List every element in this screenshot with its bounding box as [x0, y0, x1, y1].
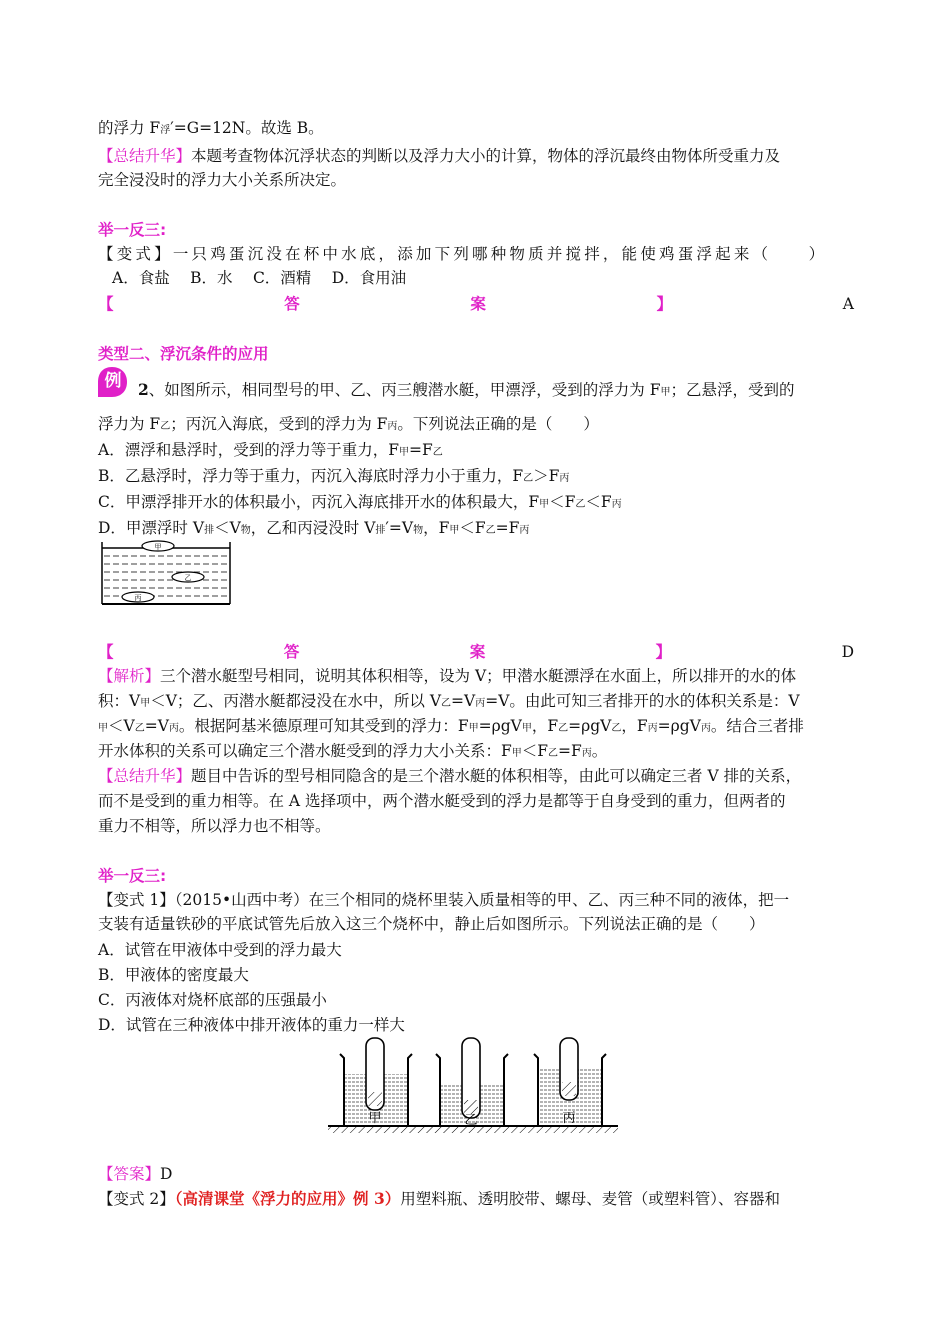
variant-options: A．食盐 B．水 C．酒精 D．食用油 — [112, 269, 407, 287]
summary-line: 重力不相等，所以浮力也不相等。 — [98, 817, 331, 835]
practice-heading: 举一反三: — [98, 867, 167, 885]
example-question: 浮力为 F乙；丙沉入海底，受到的浮力为 F丙。下列说法正确的是（ ） — [98, 415, 599, 433]
analysis-line: 开水体积的关系可以确定三个潜水艇受到的浮力大小关系：F甲＜F乙=F丙。 — [98, 742, 608, 760]
beaker-label-yi: 乙 — [464, 1113, 478, 1128]
variant1-question: 支装有适量铁砂的平底试管先后放入这三个烧杯中，静止后如图所示。下列说法正确的是（ ） — [98, 915, 765, 933]
summary-tag: 【总结升华】 — [98, 147, 192, 165]
summary-line: 【总结升华】题目中告诉的型号相同隐含的是三个潜水艇的体积相等，由此可以确定三者 V 排的关系， — [98, 767, 802, 785]
option-c: C．甲漂浮排开水的体积最小，丙沉入海底排开水的体积最大，F甲＜F乙＜F丙 — [98, 493, 622, 511]
answer-line: 【 答 案 】 A — [98, 292, 854, 316]
answer-value: D — [160, 1165, 173, 1183]
beaker-yi — [436, 1038, 508, 1128]
sub-label-jia: 甲 — [154, 543, 162, 551]
beaker-jia — [340, 1038, 412, 1126]
option-d: D．试管在三种液体中排开液体的重力一样大 — [98, 1016, 405, 1034]
submarine-figure — [100, 538, 232, 606]
option-b: B．乙悬浮时，浮力等于重力，丙沉入海底时浮力小于重力，F乙＞F丙 — [98, 467, 570, 485]
analysis-line: 积：V甲＜V；乙、丙潜水艇都浸没在水中，所以 V乙=V丙=V。由此可知三者排开的水的体积关系是：V — [98, 692, 800, 710]
answer-value: D — [841, 643, 854, 661]
option-a: A．漂浮和悬浮时，受到的浮力等于重力，F甲=F乙 — [98, 441, 443, 459]
sub-label-bing: 丙 — [134, 594, 142, 602]
variant1-question: 【变式 1】（2015•山西中考）在三个相同的烧杯里装入质量相等的甲、乙、丙三种不同的液体，把一 — [98, 891, 790, 909]
beaker-label-bing: 丙 — [562, 1111, 576, 1126]
analysis-line: 甲＜V乙=V丙。根据阿基米德原理可知其受到的浮力：F甲=ρgV甲，F乙=ρgV乙，F丙=ρgV丙。结合三者排 — [98, 717, 804, 735]
option-a: A．试管在甲液体中受到的浮力最大 — [98, 941, 342, 959]
beakers-figure — [328, 1036, 618, 1136]
option-d: D．甲漂浮时 V排＜V物，乙和丙浸没时 V排′=V物，F甲＜F乙=F丙 — [98, 519, 530, 537]
summary-line: 【总结升华】本题考查物体沉浮状态的判断以及浮力大小的计算，物体的浮沉最终由物体所受重力及 — [98, 147, 781, 165]
option-b: B．甲液体的密度最大 — [98, 966, 249, 984]
variant-question: 【变式】一只鸡蛋沉没在杯中水底，添加下列哪种物质并搅拌，能使鸡蛋浮起来（ ） — [98, 245, 828, 263]
beaker-bing — [534, 1038, 606, 1126]
beaker-label-jia: 甲 — [368, 1111, 382, 1126]
variant2-question: 【变式 2】（高清课堂《浮力的应用》例 3）用塑料瓶、透明胶带、螺母、麦管（或塑料管）、容器和 — [98, 1189, 780, 1208]
summary-line: 而不是受到的重力相等。在 A 选择项中，两个潜水艇受到的浮力是都等于自身受到的重力，但两者的 — [98, 792, 786, 810]
practice-heading: 举一反三: — [98, 221, 167, 239]
example-badge-text: 例 — [104, 371, 122, 391]
variant2-reference: （高清课堂《浮力的应用》例 3） — [174, 1189, 401, 1208]
text-line: 的浮力 F浮′=G=12N。故选 B。 — [98, 119, 324, 137]
example-question: 2、如图所示，相同型号的甲、乙、丙三艘潜水艇，甲漂浮，受到的浮力为 F甲；乙悬浮，受到的 — [138, 380, 795, 399]
answer-line: 【 答 案 】 D — [98, 640, 854, 664]
section-heading: 类型二、浮沉条件的应用 — [98, 345, 269, 363]
answer-value: A — [842, 295, 854, 313]
analysis-line: 【解析】三个潜水艇型号相同，说明其体积相等，设为 V；甲潜水艇漂浮在水面上，所以排开的水的体 — [98, 667, 797, 685]
answer-line: 【答案】D — [98, 1165, 173, 1183]
summary-line: 完全浸没时的浮力大小关系所决定。 — [98, 171, 347, 189]
sub-label-yi: 乙 — [184, 574, 192, 582]
option-c: C．丙液体对烧杯底部的压强最小 — [98, 991, 327, 1009]
